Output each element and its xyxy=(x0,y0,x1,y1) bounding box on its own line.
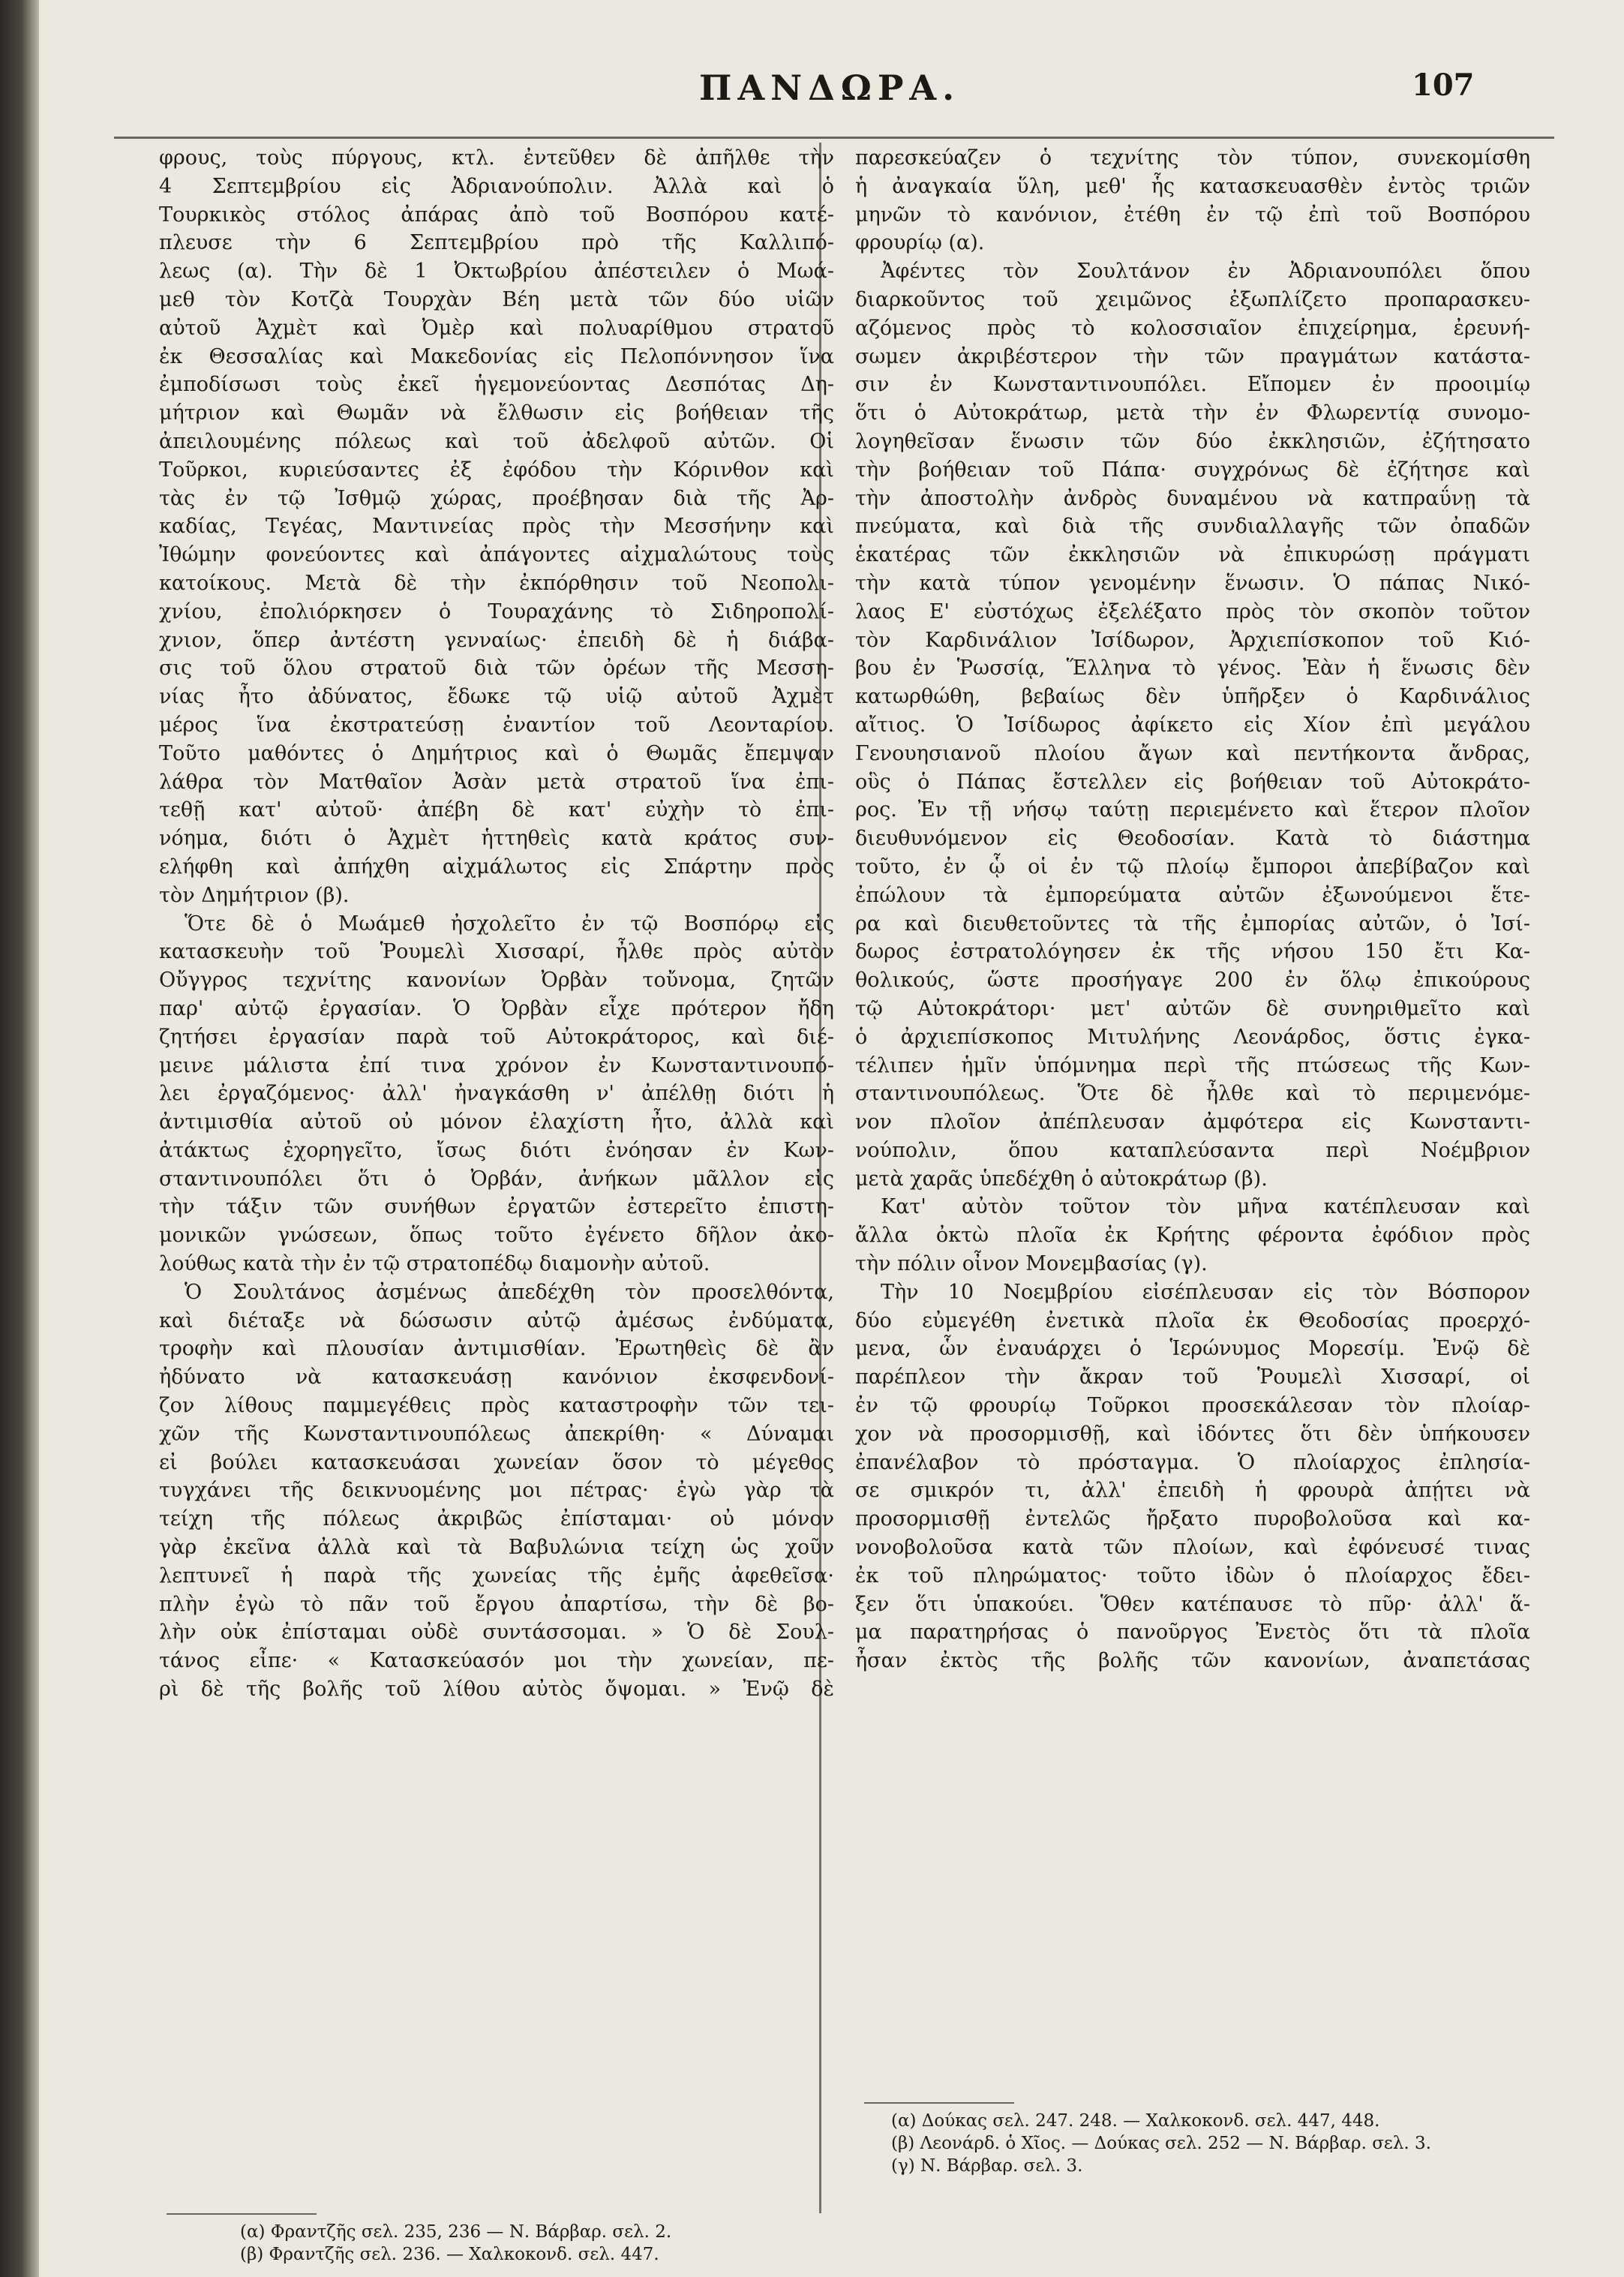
footnotes-right xyxy=(891,2110,1431,2177)
text-line: αἴτιος. Ὁ Ἰσίδωρος ἀφίκετο εἰς Χίον ἐπὶ μεγάλου xyxy=(855,713,1530,737)
text-line: ἐν τῷ φρουρίῳ Τοῦρκοι προσεκάλεσαν τὸν πλοίαρ- xyxy=(855,1394,1530,1418)
text-line: τὰς ἐν τῷ Ἰσθμῷ χώρας, προέβησαν διὰ τῆς Ἀρ- xyxy=(159,486,834,510)
text-line: τὴν πόλιν οἶνον Μονεμβασίας (γ). xyxy=(855,1252,1208,1276)
text-line: σιν ἐν Κωνσταντινουπόλει. Εἴπομεν ἐν προοιμίῳ xyxy=(855,373,1530,397)
text-line: μέρος ἵνα ἐκστρατεύσῃ ἐναντίον τοῦ Λεονταρίου. xyxy=(159,713,834,737)
text-line: κατασκευὴν τοῦ Ῥουμελὶ Χισσαρί, ἦλθε πρὸς αὐτὸν xyxy=(159,940,834,964)
text-line: τοῦτο, ἐν ᾧ οἱ ἐν τῷ πλοίῳ ἔμποροι ἀπεβίβαζον καὶ xyxy=(855,855,1530,879)
text-line: παρέπλεον τὴν ἄκραν τοῦ Ῥουμελὶ Χισσαρί, οἱ xyxy=(855,1365,1530,1389)
text-line: ἀντιμισθία αὐτοῦ οὐ μόνον ἐλαχίστη ἦτο, ἀλλὰ καὶ xyxy=(159,1110,834,1134)
text-line: λαος Ε' εὐστόχως ἐξελέξατο πρὸς τὸν σκοπὸν τοῦτον xyxy=(855,599,1530,623)
text-line: ρος. Ἐν τῇ νήσῳ ταύτῃ περιεμένετο καὶ ἕτερον πλοῖον xyxy=(855,798,1530,822)
text-line: μα παρατηρήσας ὁ πανοῦργος Ἐνετὸς ὅτι τὰ πλοῖα xyxy=(855,1621,1530,1645)
text-line: ἡ ἀναγκαία ὕλη, μεθ' ἧς κατασκευασθὲν ἐντὸς τριῶν xyxy=(855,174,1530,198)
text-line: τὸν Καρδινάλιον Ἰσίδωρον, Ἀρχιεπίσκοπον τοῦ Κιό- xyxy=(855,628,1530,652)
text-line: μεινε μάλιστα ἐπί τινα χρόνον ἐν Κωνσταντινουπό- xyxy=(159,1053,834,1077)
text-line: νούπολιν, ὅπου καταπλεύσαντα περὶ Νοέμβριον xyxy=(855,1138,1530,1162)
text-line: Κατ' αὐτὸν τοῦτον τὸν μῆνα κατέπλευσαν καὶ xyxy=(881,1195,1530,1219)
footnote: (β) Λεονάρδ. ὁ Χῖος. — Δούκας σελ. 252 — Ν. Βάρβαρ. σελ. 3. xyxy=(891,2134,1431,2153)
text-line: ἐπώλουν τὰ ἐμπορεύματα αὐτῶν ἐξωνούμενοι ἕτε- xyxy=(855,883,1530,907)
text-line: ἦσαν ἐκτὸς τῆς βολῆς τῶν κανονίων, ἀναπετάσας xyxy=(855,1649,1530,1673)
text-line: μονικῶν γνώσεων, ὅπως τοῦτο ἐγένετο δῆλον ἀκο- xyxy=(159,1224,834,1248)
text-line: τὴν τάξιν τῶν συνήθων ἐργατῶν ἐστερεῖτο ἐπιστη- xyxy=(159,1195,834,1219)
footnotes-left xyxy=(240,2221,671,2266)
text-line: σταντινουπόλει ὅτι ὁ Ὀρβάν, ἀνήκων μᾶλλον εἰς xyxy=(159,1167,834,1191)
text-line: ἠδύνατο νὰ κατασκευάσῃ κανόνιον ἐκσφενδονί- xyxy=(159,1365,834,1389)
text-line: λὴν οὐκ ἐπίσταμαι οὐδὲ συντάσσομαι. » Ὁ δὲ Σουλ- xyxy=(159,1621,834,1645)
text-line: ἐκ τοῦ πληρώματος· τοῦτο ἰδὼν ὁ πλοίαρχος ἔδει- xyxy=(855,1564,1530,1588)
text-line: οὓς ὁ Πάπας ἔστελλεν εἰς βοήθειαν τοῦ Αὐτοκράτο- xyxy=(855,770,1530,794)
header-rule xyxy=(114,137,1554,139)
text-line: σταντινουπόλεως. Ὅτε δὲ ἦλθε καὶ τὸ περιμενόμε- xyxy=(855,1082,1530,1106)
text-line: νονοβολοῦσα κατὰ τῶν πλοίων, καὶ ἐφόνευσέ τινας xyxy=(855,1536,1530,1560)
text-line: πνεύματα, καὶ διὰ τῆς συνδιαλλαγῆς τῶν ὀπαδῶν xyxy=(855,515,1530,539)
text-line: τὴν ἀποστολὴν ἀνδρὸς δυναμένου νὰ κατπραΰνῃ τὰ xyxy=(855,486,1530,510)
text-line: Τὴν 10 Νοεμβρίου εἰσέπλευσαν εἰς τὸν Βόσπορον xyxy=(881,1280,1530,1304)
text-line: νίας ἦτο ἀδύνατος, ἔδωκε τῷ υἱῷ αὐτοῦ Ἀχμὲτ xyxy=(159,685,834,709)
text-line: ρὶ δὲ τῆς βολῆς τοῦ λίθου αὐτὸς ὄψομαι. » Ἐνῷ δὲ xyxy=(159,1678,834,1702)
text-line: λεπτυνεῖ ἡ παρὰ τῆς χωνείας τῆς ἐμῆς ἀφεθεῖσα· xyxy=(159,1564,834,1588)
text-line: ζον λίθους παμμεγέθεις πρὸς καταστροφὴν τῶν τει- xyxy=(159,1394,834,1418)
text-line: Τοῦρκοι, κυριεύσαντες ἐξ ἐφόδου τὴν Κόρινθον καὶ xyxy=(159,458,834,482)
text-line: χον νὰ προσορμισθῇ, καὶ ἰδόντες ὅτι δὲν ὑπήκουσεν xyxy=(855,1422,1530,1446)
text-line: λει ἐργαζόμενος· ἀλλ' ἠναγκάσθη ν' ἀπέλθῃ διότι ἡ xyxy=(159,1082,834,1106)
text-line: χνίου, ἐπολιόρκησεν ὁ Τουραχάνης τὸ Σιδηροπολί- xyxy=(159,599,834,623)
text-line: σωμεν ἀκριβέστερον τὴν τῶν πραγμάτων κατάστα- xyxy=(855,344,1530,368)
text-line: σε σμικρόν τι, ἀλλ' ἐπειδὴ ἡ φρουρὰ ἀπῄτει νὰ xyxy=(855,1479,1530,1503)
text-line: τὸν Δημήτριον (β). xyxy=(159,883,350,907)
text-line: αζόμενος πρὸς τὸ κολοσσιαῖον ἐπιχείρημα, ἐρευνή- xyxy=(855,316,1530,340)
book-page xyxy=(39,0,1624,2277)
text-line: πλὴν ἐγὼ τὸ πᾶν τοῦ ἔργου ἀπαρτίσω, τὴν δὲ βο- xyxy=(159,1592,834,1616)
text-line: τείχη τῆς πόλεως ἀκριβῶς ἐπίσταμαι· οὐ μόνον xyxy=(159,1507,834,1531)
text-line: ζητήσει ἐργασίαν παρὰ τοῦ Αὐτοκράτορος, καὶ διέ- xyxy=(159,1025,834,1049)
text-line: φρους, τοὺς πύργους, κτλ. ἐντεῦθεν δὲ ἀπῆλθε τὴν xyxy=(159,146,834,170)
text-line: Ἰθώμην φονεύοντες καὶ ἀπάγοντες αἰχμαλώτους τοὺς xyxy=(159,543,834,567)
text-line: τὴν κατὰ τύπον γενομένην ἕνωσιν. Ὁ πάπας Νικό- xyxy=(855,571,1530,595)
text-line: βου ἐν Ῥωσσίᾳ, Ἕλληνα τὸ γένος. Ἐὰν ἡ ἕνωσις δὲν xyxy=(855,656,1530,680)
text-line: ξεν ὅτι ὑπακούει. Ὅθεν κατέπαυσε τὸ πῦρ· ἀλλ' ἅ- xyxy=(855,1592,1530,1616)
text-line: τυγχάνει τῆς δεικνυομένης μοι πέτρας· ἐγὼ γὰρ τὰ xyxy=(159,1479,834,1503)
text-line: φρουρίῳ (α). xyxy=(855,231,985,255)
text-line: ἐπανέλαβον τὸ πρόσταγμα. Ὁ πλοίαρχος ἐπλησία- xyxy=(855,1450,1530,1474)
text-line: ὅτι ὁ Αὐτοκράτωρ, μετὰ τὴν ἐν Φλωρεντίᾳ συνομο- xyxy=(855,401,1530,425)
text-line: χῶν τῆς Κωνσταντινουπόλεως ἀπεκρίθη· « Δύναμαι xyxy=(159,1422,834,1446)
text-line: μήτριον καὶ Θωμᾶν νὰ ἔλθωσιν εἰς βοήθειαν τῆς xyxy=(159,401,834,425)
text-line: Τουρκικὸς στόλος ἀπάρας ἀπὸ τοῦ Βοσπόρου κατέ- xyxy=(159,203,834,227)
text-line: μηνῶν τὸ κανόνιον, ἐτέθη ἐν τῷ ἐπὶ τοῦ Βοσπόρου xyxy=(855,203,1530,227)
footnote: (α) Φραντζῆς σελ. 235, 236 — Ν. Βάρβαρ. σελ. 2. xyxy=(240,2222,672,2242)
text-line: παρεσκεύαζεν ὁ τεχνίτης τὸν τύπον, συνεκομίσθη xyxy=(855,146,1530,170)
text-line: Οὔγγρος τεχνίτης κανονίων Ὀρβὰν τοὔνομα, ζητῶν xyxy=(159,969,834,993)
text-line: ἐκ Θεσσαλίας καὶ Μακεδονίας εἰς Πελοπόννησον ἵνα xyxy=(159,344,834,368)
text-line: ἑκατέρας τῶν ἐκκλησιῶν νὰ ἐπικυρώσῃ πράγματι xyxy=(855,543,1530,567)
footnote-rule-right xyxy=(864,2102,1014,2104)
text-line: θολικούς, ὥστε προσήγαγε 200 ἐν ὅλῳ ἐπικούρους xyxy=(855,969,1530,993)
running-header xyxy=(39,68,1624,113)
text-line: νον πλοῖον ἀπέπλευσαν ἀμφότερα εἰς Κωνσταντι- xyxy=(855,1110,1530,1134)
book-binding-shadow xyxy=(0,0,39,2277)
text-line: ἀπειλουμένης πόλεως καὶ τοῦ ἀδελφοῦ αὐτῶν. Οἱ xyxy=(159,429,834,453)
text-line: γὰρ ἐκεῖνα ἀλλὰ καὶ τὰ Βαβυλώνια τείχη ὡς χοῦν xyxy=(159,1536,834,1560)
text-line: ρα καὶ διευθετοῦντες τὰ τῆς ἐμπορίας αὐτῶν, ὁ Ἰσί- xyxy=(855,912,1530,936)
text-line: τέλιπεν ἡμῖν ὑπόμνημα περὶ τῆς πτώσεως τῆς Κων- xyxy=(855,1053,1530,1077)
text-line: σις τοῦ ὅλου στρατοῦ διὰ τῶν ὀρέων τῆς Μεσση- xyxy=(159,656,834,680)
text-line: μεθ τὸν Κοτζὰ Τουρχὰν Βέη μετὰ τῶν δύο υἱῶν xyxy=(159,287,834,311)
text-line: 4 Σεπτεμβρίου εἰς Ἀδριανούπολιν. Ἀλλὰ καὶ ὁ xyxy=(159,174,834,198)
text-line: τροφὴν καὶ πλουσίαν ἀντιμισθίαν. Ἐρωτηθεὶς δὲ ἂν xyxy=(159,1337,834,1361)
text-line: λεως (α). Τὴν δὲ 1 Ὀκτωβρίου ἀπέστειλεν ὁ Μωά- xyxy=(159,260,834,284)
text-line: τεθῇ κατ' αὐτοῦ· ἀπέβη δὲ κατ' εὐχὴν τὸ ἐπι- xyxy=(159,798,834,822)
text-line: παρ' αὐτῷ ἐργασίαν. Ὁ Ὀρβὰν εἶχε πρότερον ἤδη xyxy=(159,996,834,1020)
text-line: λογηθεῖσαν ἕνωσιν τῶν δύο ἐκκλησιῶν, ἐζήτησατο xyxy=(855,429,1530,453)
journal-title: ΠΑΝΔΩΡΑ. xyxy=(699,68,961,108)
text-line: ἄλλα ὀκτὼ πλοῖα ἐκ Κρήτης φέροντα ἐφόδιον πρὸς xyxy=(855,1224,1530,1248)
page-number: 107 xyxy=(1412,68,1475,103)
text-line: ὁ ἀρχιεπίσκοπος Μιτυλήνης Λεονάρδος, ὅστις ἐγκα- xyxy=(855,1025,1530,1049)
text-line: τῷ Αὐτοκράτορι· μετ' αὐτῶν δὲ συνηριθμεῖτο καὶ xyxy=(855,996,1530,1020)
text-line: Ἀφέντες τὸν Σουλτάνον ἐν Ἀδριανουπόλει ὅπου xyxy=(881,260,1530,284)
footnote: (β) Φραντζῆς σελ. 236. — Χαλκοκονδ. σελ. 447. xyxy=(240,2245,659,2264)
text-line: χνιον, ὅπερ ἀντέστη γενναίως· ἐπειδὴ δὲ ἡ διάβα- xyxy=(159,628,834,652)
text-line: καδίας, Τεγέας, Μαντινείας πρὸς τὴν Μεσσήνην καὶ xyxy=(159,515,834,539)
text-line: αὐτοῦ Ἀχμὲτ καὶ Ὀμὲρ καὶ πολυαρίθμου στρατοῦ xyxy=(159,316,834,340)
text-line: λούθως κατὰ τὴν ἐν τῷ στρατοπέδῳ διαμονὴν αὐτοῦ. xyxy=(159,1252,710,1276)
text-line: δύο εὐμεγέθη ἐνετικὰ πλοῖα ἐκ Θεοδοσίας προερχό- xyxy=(855,1308,1530,1332)
text-line: καὶ διέταξε νὰ δώσωσιν αὐτῷ ἀμέσως ἐνδύματα, xyxy=(159,1308,834,1332)
footnote-rule-left xyxy=(167,2213,317,2215)
text-line: διευθυνόμενον εἰς Θεοδοσίαν. Κατὰ τὸ διάστημα xyxy=(855,827,1530,851)
text-line: ἀτάκτως ἐχορηγεῖτο, ἴσως διότι ἐνόησαν ἐν Κων- xyxy=(159,1138,834,1162)
text-line: μετὰ χαρᾶς ὑπεδέχθη ὁ αὐτοκράτωρ (β). xyxy=(855,1167,1268,1191)
text-line: πλευσε τὴν 6 Σεπτεμβρίου πρὸ τῆς Καλλιπό- xyxy=(159,231,834,255)
text-line: τὴν βοήθειαν τοῦ Πάπα· συγχρόνως δὲ ἐζήτησε καὶ xyxy=(855,458,1530,482)
text-line: εἰ βούλει κατασκευάσαι χωνείαν ὅσον τὸ μέγεθος xyxy=(159,1450,834,1474)
text-line: τάνος εἶπε· « Κατασκεύασόν μοι τὴν χωνείαν, πε- xyxy=(159,1649,834,1673)
text-line: κατωρθώθη, βεβαίως δὲν ὑπῆρξεν ὁ Καρδινάλιος xyxy=(855,685,1530,709)
text-line: ἐμποδίσωσι τοὺς ἐκεῖ ἡγεμονεύοντας Δεσπότας Δη- xyxy=(159,373,834,397)
left-column xyxy=(159,144,834,1704)
footnote: (α) Δούκας σελ. 247. 248. — Χαλκοκονδ. σελ. 447, 448. xyxy=(891,2111,1380,2131)
text-line: ελήφθη καὶ ἀπήχθη αἰχμάλωτος εἰς Σπάρτην πρὸς xyxy=(159,855,834,879)
text-line: Τοῦτο μαθόντες ὁ Δημήτριος καὶ ὁ Θωμᾶς ἔπεμψαν xyxy=(159,741,834,765)
text-line: προσορμισθῇ ἐντελῶς ἤρξατο πυροβολοῦσα καὶ κα- xyxy=(855,1507,1530,1531)
text-line: λάθρα τὸν Ματθαῖον Ἀσὰν μετὰ στρατοῦ ἵνα ἐπι- xyxy=(159,770,834,794)
text-line: νόημα, διότι ὁ Ἀχμὲτ ἡττηθεὶς κατὰ κράτος συν- xyxy=(159,827,834,851)
footnote: (γ) Ν. Βάρβαρ. σελ. 3. xyxy=(891,2156,1083,2176)
text-line: Ὁ Σουλτάνος ἀσμένως ἀπεδέχθη τὸν προσελθόντα, xyxy=(185,1280,834,1304)
text-line: κατοίκους. Μετὰ δὲ τὴν ἐκπόρθησιν τοῦ Νεοπολι- xyxy=(159,571,834,595)
text-line: Ὅτε δὲ ὁ Μωάμεθ ἠσχολεῖτο ἐν τῷ Βοσπόρῳ εἰς xyxy=(185,912,834,936)
text-line: δωρος ἐστρατολόγησεν ἐκ τῆς νήσου 150 ἔτι Κα- xyxy=(855,940,1530,964)
right-column xyxy=(855,144,1530,1675)
text-line: μενα, ὧν ἐναυάρχει ὁ Ἱερώνυμος Μορεσίμ. Ἐνῷ δὲ xyxy=(855,1337,1530,1361)
text-line: Γενουησιανοῦ πλοίου ἄγων καὶ πεντήκοντα ἄνδρας, xyxy=(855,741,1530,765)
text-line: διαρκοῦντος τοῦ χειμῶνος ἐξωπλίζετο προπαρασκευ- xyxy=(855,287,1530,311)
